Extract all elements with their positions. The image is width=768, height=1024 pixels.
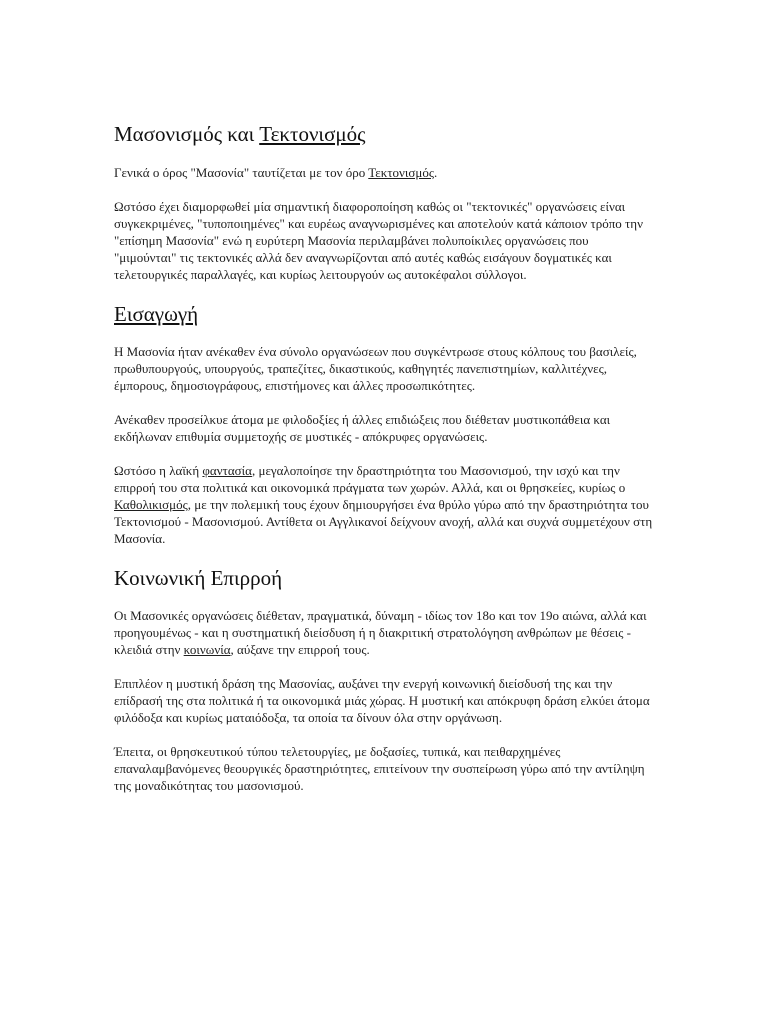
para3-text-b: , μεγαλοποίησε την δραστηριότητα του Μασονισμού, την ισχύ και την επιρροή του στα πολιτικά και οικονομικά πράγματα των χωρών. Αλλά, και οι θρησκείες, κυρίως ο [114, 463, 626, 495]
page-title [114, 118, 768, 150]
intro-section-paragraph-2: Ανέκαθεν προσείλκυε άτομα με φιλοδοξίες ή άλλες επιδιώξεις που διέθεταν μυστικοπάθεια και εκδήλωναν επιθυμία συμμετοχής σε μυστικές - απόκρυφες οργανώσεις. [114, 412, 611, 444]
section-heading-intro-link[interactable]: Εισαγωγή [114, 302, 199, 326]
title-text: Μασονισμός και [114, 122, 260, 146]
intro-line-suffix: . [434, 165, 438, 180]
intro-section-paragraph-3 [114, 462, 654, 547]
section-heading-intro [114, 298, 768, 330]
intro-section-paragraph-1: Η Μασονία ήταν ανέκαθεν ένα σύνολο οργανώσεων που συγκέντρωσε στους κόλπους του βασιλείς, πρωθυπουργούς, υπουργούς, τραπεζίτες, δικαστικούς, καθηγητές πανεπιστημίων, καλλιτέχνες, έμπορους, δημοσιογράφους, επιστήμονες και άλλες προσωπικότητες. [114, 344, 637, 393]
intro-line-text: Γενικά ο όρος "Μασονία" ταυτίζεται με τον όρο [114, 165, 369, 180]
intro-link-tektonismos[interactable]: Τεκτονισμός [368, 165, 435, 180]
intro-line [114, 164, 654, 181]
link-koinonia[interactable]: κοινωνία [183, 642, 231, 657]
title-link-tektonismos[interactable]: Τεκτονισμός [259, 122, 366, 146]
influence-paragraph-1 [114, 607, 654, 658]
influence-paragraph-2: Επιπλέον η μυστική δράση της Μασονίας, αυξάνει την ενεργή κοινωνική διείσδυσή της και την επίδρασή της στα πολιτικά ή τα οικονομικά μιάς χώρας. Η μυστική και απόκρυφη δράση ελκύει άτομα φιλόδοξα και κυρίως ματαιόδοξα, τα οποία τα δίνουν όλα στην οργάνωση. [114, 676, 650, 725]
section-heading-influence: Κοινωνική Επιρροή [114, 566, 283, 590]
link-fantasia[interactable]: φαντασία [202, 463, 252, 478]
influence-paragraph-3: Έπειτα, οι θρησκευτικού τύπου τελετουργίες, με δοξασίες, τυπικά, και πειθαρχημένες επαναλαμβανόμενες θεουργικές δραστηριότητες, επιτείνουν την συσπείρωση γύρω από την αντίληψη της μοναδικότητας του μασονισμού. [114, 744, 645, 793]
link-katholikismos[interactable]: Καθολικισμός [114, 497, 188, 512]
intro-paragraph: Ωστόσο έχει διαμορφωθεί μία σημαντική διαφοροποίηση καθώς οι "τεκτονικές" οργανώσεις είναι συγκεκριμένες, "τυποποιημένες" και ευρέως αναγνωρισμένες και αποτελούν κατά κάποιον τρόπο την "επίσημη Μασονία" ενώ η ευρύτερη Μασονία περιλαμβάνει πολυποίκιλες οργανώσεις που "μιμούνται" τις τεκτονικές αλλά δεν αναγνωρίζονται από αυτές καθώς εισάγουν δογματικές και τελετουργικές παραλλαγές, και κυρίως λειτουργούν ως αυτοκέφαλοι σύλλογοι. [114, 199, 643, 282]
para3-text-c: , με την πολεμική τους έχουν δημιουργήσει ένα θρύλο γύρω από την δραστηριότητα του Τεκτονισμού - Μασονισμού. Αντίθετα οι Αγγλικανοί δείχνουν ανοχή, αλλά και συχνά συμμετέχουν στη Μασονία. [114, 497, 653, 546]
para3-text-a: Ωστόσο η λαϊκή [114, 463, 203, 478]
influence-p1-text-a: Οι Μασονικές οργανώσεις διέθεταν, πραγματικά, δύναμη - ιδίως τον 18ο και τον 19ο αιώνα, αλλά και προηγουμένως - και η συστηματική διείσδυση ή η διακριτική στρατολόγηση ανθρώπων με θέσεις - κλειδιά στην [114, 608, 647, 657]
influence-p1-text-b: , αύξανε την επιρροή τους. [230, 642, 370, 657]
